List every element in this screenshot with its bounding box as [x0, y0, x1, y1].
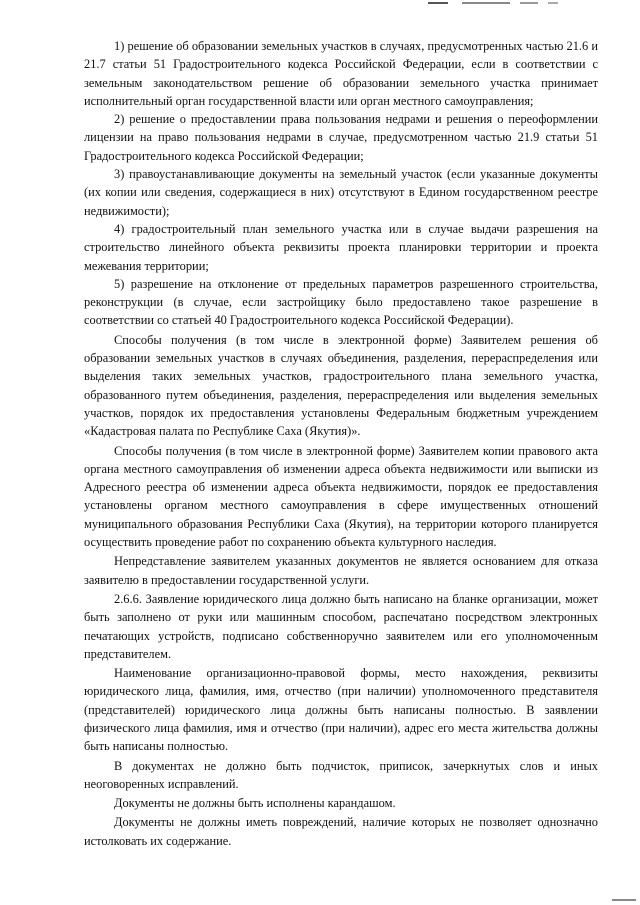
paragraph-no-pencil: Документы не должны быть исполнены карандашом.	[114, 796, 396, 811]
list-item-3: 3) правоустанавливающие документы на земельный участок (если указанные документы (их копии или сведения, содержащиеся в них) отсутствуют в Едином государственном реестре недвижимости);	[84, 167, 598, 218]
paragraph-no-erasures: В документах не должно быть подчисток, приписок, зачеркнутых слов и иных неоговоренных исправлений.	[84, 758, 598, 791]
document-body	[84, 37, 598, 850]
paragraph-cadastral: Способы получения (в том числе в электронной форме) Заявителем решения об образовании земельных участков в случаях объединения, разделения, перераспределения или выделения таких земельных участков, градостроительного плана земельного участка, образованного путем объединения, разделения, перераспределения или выделения земельных участков, порядок их предоставления установлены Федеральным бюджетным учреждением «Кадастровая палата по Республике Саха (Якутия)».	[84, 332, 598, 439]
paragraph-legal-form: Наименование организационно-правовой формы, место нахождения, реквизиты юридического лица, фамилия, имя, отчество (при наличии) уполномоченного представителя (представителей) юридического лица должны быть написаны полностью. В заявлении физического лица фамилия, имя и отчество (при наличии), адрес его места жительства должны быть написаны полностью.	[84, 666, 598, 754]
list-item-4: 4) градостроительный план земельного участка или в случае выдачи разрешения на строительство линейного объекта реквизиты проекта планировки территории и проекта межевания территории;	[84, 221, 598, 273]
paragraph-no-damage: Документы не должны иметь повреждений, наличие которых не позволяет однозначно истолковать их содержание.	[84, 815, 598, 848]
scan-artifact	[548, 2, 558, 4]
scan-artifact	[428, 2, 448, 4]
list-item-1: 1) решение об образовании земельных участков в случаях, предусмотренных частью 21.6 и 21.7 статьи 51 Градостроительного кодекса Российской Федерации, если в соответствии с земельным законодательством решение об образовании земельного участка принимает исполнительный орган государственной власти или орган местного самоуправления;	[84, 39, 598, 108]
scan-artifact	[612, 899, 636, 901]
list-item-2: 2) решение о предоставлении права пользования недрами и решения о переоформлении лицензии на право пользования недрами в случае, предусмотренном частью 21.9 статьи 51 Градостроительного кодекса Российской Федерации;	[84, 112, 598, 163]
scan-artifact	[520, 2, 538, 4]
paragraph-2-6-6: 2.6.6. Заявление юридического лица должно быть написано на бланке организации, может быть заполнено от руки или машинным способом, распечатано посредством электронных печатающих устройств, подписано собственноручно заявителем или его уполномоченным представителем.	[84, 591, 598, 661]
paragraph-non-submission: Непредставление заявителем указанных документов не является основанием для отказа заявителю в предоставлении государственной услуги.	[84, 554, 598, 587]
paragraph-address-register: Способы получения (в том числе в электронной форме) Заявителем копии правового акта органа местного самоуправления об изменении адреса объекта недвижимости или выписки из Адресного реестра об изменении адреса объекта недвижимости, порядок ее предоставления установлены органом местного самоуправления в сфере имущественных отношений муниципального образования Республики Саха (Якутия), на территории которого планируется осуществить проведение работ по сохранению объекта культурного наследия.	[84, 443, 598, 550]
list-item-5: 5) разрешение на отклонение от предельных параметров разрешенного строительства, реконструкции (в случае, если застройщику было предоставлено такое разрешение в соответствии со статьей 40 Градостроительного кодекса Российской Федерации).	[84, 276, 598, 328]
scan-artifact	[462, 2, 510, 4]
